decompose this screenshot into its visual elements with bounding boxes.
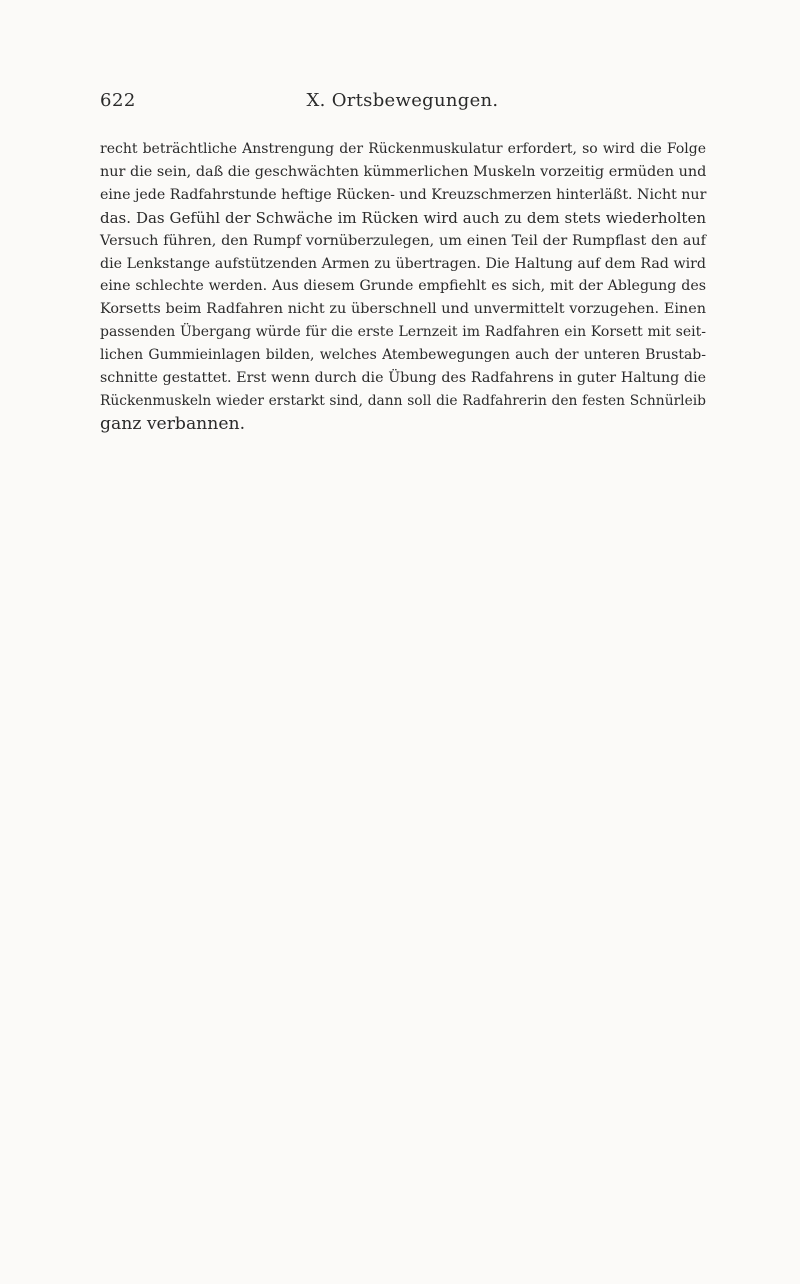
text-line: die Lenkstange aufstützenden Armen zu übertragen. Die Haltung auf dem Rad wird	[100, 255, 706, 272]
text-line: nur die sein, daß die geschwächten kümmerlichen Muskeln vorzeitig ermüden und	[100, 163, 707, 180]
page-header	[100, 90, 705, 124]
text-line: Rückenmuskeln wieder erstarkt sind, dann soll die Radfahrerin den festen Schnürleib	[100, 392, 706, 409]
text-line: eine schlechte werden. Aus diesem Grunde empfiehlt es sich, mit der Ablegung des	[100, 278, 706, 295]
page-number: 622	[100, 90, 136, 111]
text-line: ganz verbannen.	[100, 413, 246, 434]
text-line: recht beträchtliche Anstrengung der Rückenmuskulatur erfordert, so wird die Folge	[100, 141, 706, 157]
text-line: passenden Übergang würde für die erste Lernzeit im Radfahren ein Korsett mit seit-	[100, 324, 706, 341]
text-line: lichen Gummieinlagen bilden, welches Atembewegungen auch der unteren Brustab-	[100, 347, 706, 364]
text-line: schnitte gestattet. Erst wenn durch die Übung des Radfahrens in guter Haltung die	[100, 370, 706, 387]
text-line: das. Das Gefühl der Schwäche im Rücken wird auch zu dem stets wiederholten	[100, 208, 706, 227]
text-line: Versuch führen, den Rumpf vornüberzulegen, um einen Teil der Rumpflast den auf	[100, 232, 706, 249]
running-head: X. Ortsbewegungen.	[306, 90, 499, 111]
body-paragraph	[100, 138, 706, 436]
text-line: Korsetts beim Radfahren nicht zu überschnell und unvermittelt vorzugehen. Einen	[100, 301, 706, 318]
text-line: eine jede Radfahrstunde heftige Rücken- und Kreuzschmerzen hinterläßt. Nicht nur	[100, 186, 707, 203]
